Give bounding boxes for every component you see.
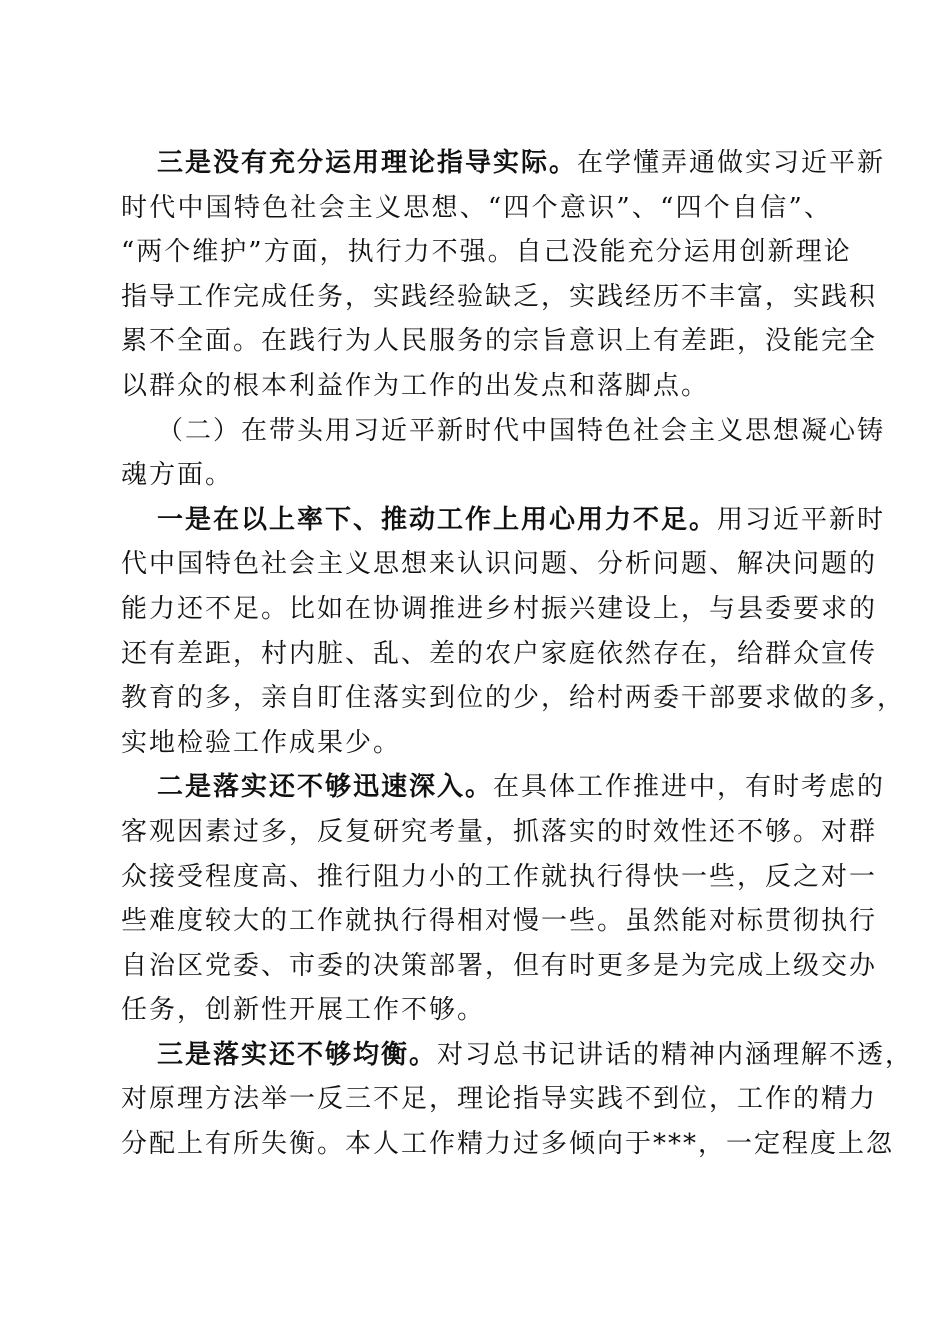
paragraph-line: 些难度较大的工作就执行得相对慢一些。虽然能对标贯彻执行	[121, 906, 878, 937]
paragraph-text: 对习总书记讲话的精神内涵理解不透，	[437, 1039, 914, 1070]
paragraph-line: 累不全面。在践行为人民服务的宗旨意识上有差距，没能完全	[121, 326, 878, 357]
paragraph-lead-sentence: 二是落实还不够迅速深入。	[157, 772, 494, 803]
paragraph-line: 教育的多，亲自盯住落实到位的少，给村两委干部要求做的多，	[121, 683, 906, 714]
paragraph-text: 用习近平新时	[717, 504, 886, 535]
paragraph-lead-sentence: 三是落实还不够均衡。	[157, 1039, 438, 1070]
paragraph-line: 能力还不足。比如在协调推进乡村振兴建设上，与县委要求的	[121, 593, 878, 624]
paragraph-line: 众接受程度高、推行阻力小的工作就执行得快一些，反之对一	[121, 861, 878, 892]
paragraph-line: 以群众的根本利益作为工作的出发点和落脚点。	[121, 370, 710, 401]
paragraph-first-line	[121, 765, 886, 810]
paragraph-line: 代中国特色社会主义思想来认识问题、分析问题、解决问题的	[121, 549, 878, 580]
paragraph-line: 对原理方法举一反三不足，理论指导实践不到位，工作的精力	[121, 1084, 878, 1115]
paragraph-line: 自治区党委、市委的决策部署，但有时更多是为完成上级交办	[121, 950, 878, 981]
paragraph-line: 客观因素过多，反复研究考量，抓落实的时效性还不够。对群	[121, 816, 878, 847]
paragraph-first-line	[121, 409, 886, 454]
paragraph-line: 任务，创新性开展工作不够。	[121, 995, 486, 1026]
paragraph-lead-sentence: 三是没有充分运用理论指导实际。	[157, 148, 578, 178]
paragraph-line: 实地检验工作成果少。	[121, 727, 402, 758]
paragraph	[121, 765, 886, 1033]
paragraph-line: 分配上有所失衡。本人工作精力过多倾向于***，一定程度上忽	[121, 1129, 895, 1160]
paragraph	[121, 409, 886, 498]
paragraph	[121, 1033, 914, 1167]
paragraph	[121, 141, 886, 409]
document-page	[121, 141, 914, 1167]
paragraph-line: 还有差距，村内脏、乱、差的农户家庭依然存在，给群众宣传	[121, 638, 878, 669]
paragraph-first-line	[121, 141, 886, 186]
paragraph-text: 在具体工作推进中，有时考虑的	[493, 772, 886, 803]
paragraph-text: （二）在带头用习近平新时代中国特色社会主义思想凝心铸	[157, 415, 886, 446]
paragraph-line: 魂方面。	[121, 460, 234, 491]
paragraph-first-line	[121, 498, 886, 543]
paragraph-line: 指导工作完成任务，实践经验缺乏，实践经历不丰富，实践积	[121, 281, 878, 312]
paragraph-lead-sentence: 一是在以上率下、推动工作上用心用力不足。	[157, 504, 718, 535]
paragraph-text: 在学懂弄通做实习近平新	[577, 148, 886, 178]
paragraph	[121, 498, 906, 766]
paragraph-line: 时代中国特色社会主义思想、“四个意识”、“四个自信”、	[121, 192, 832, 223]
paragraph-first-line	[121, 1033, 914, 1078]
paragraph-line: “两个维护”方面，执行力不强。自己没能充分运用创新理论	[121, 237, 852, 268]
